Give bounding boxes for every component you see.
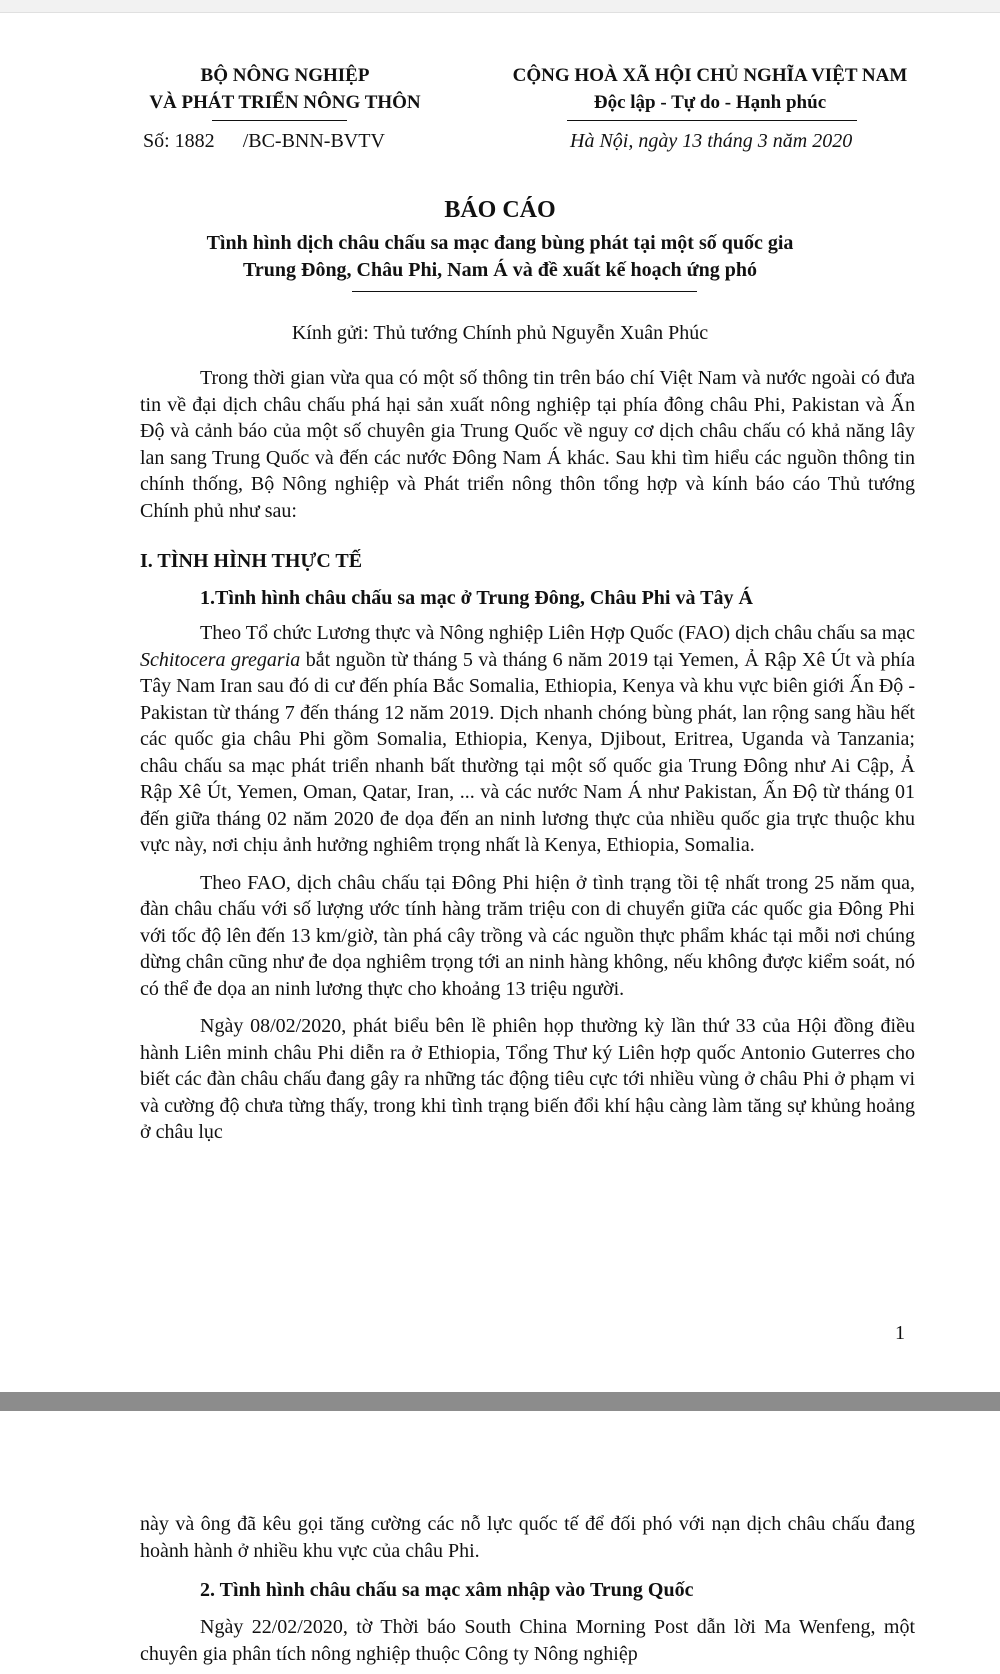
page-separator [0, 1392, 1000, 1411]
intro-paragraph-block [140, 365, 915, 524]
section-1-heading: I. TÌNH HÌNH THỰC TẾ [140, 550, 363, 572]
report-subtitle [100, 230, 900, 284]
section-1-body [140, 620, 915, 1146]
page-number: 1 [895, 1322, 905, 1344]
agency-underline [212, 120, 347, 121]
subsection-2-heading: 2. Tình hình châu chấu sa mạc xâm nhập vào Trung Quốc [200, 1579, 694, 1601]
continuation-paragraph: này và ông đã kêu gọi tăng cường các nỗ lực quốc tế để đối phó với nạn dịch châu chấu đang hoành hành ở nhiều khu vực của châu Phi. [140, 1513, 915, 1562]
report-title: BÁO CÁO [444, 197, 556, 223]
species-name: Schitocera gregaria [140, 648, 301, 671]
document-number-suffix: /BC-BNN-BVTV [242, 130, 385, 152]
section-1-paragraph-1 [140, 620, 915, 859]
intro-paragraph: Trong thời gian vừa qua có một số thông tin trên báo chí Việt Nam và nước ngoài có đưa tin về đại dịch châu chấu phá hại sản xuất nông nghiệp tại phía đông châu Phi, Pakistan và Ấn Độ và cảnh báo của một số chuyên gia Trung Quốc về nguy cơ dịch châu chấu có khả năng lây lan sang Trung Quốc và đến các nước Đông Nam Á khác. Sau khi tìm hiểu các nguồn thông tin chính thống, Bộ Nông nghiệp và Phát triển nông thôn tổng hợp và kính báo cáo Thủ tướng Chính phủ như sau: [140, 367, 915, 522]
paragraph-1-lead: Theo Tổ chức Lương thực và Nông nghiệp Liên Hợp Quốc (FAO) dịch châu chấu sa mạc [200, 622, 915, 644]
section-1-paragraph-2: Theo FAO, dịch châu chấu tại Đông Phi hiện ở tình trạng tồi tệ nhất trong 25 năm qua, đàn châu chấu với số lượng ước tính hàng trăm triệu con di chuyển giữa các quốc gia Đông Phi với tốc độ lên đến 13 km/giờ, tàn phá cây trồng và các nguồn thực phẩm khác tại mỗi nơi chúng dừng chân cũng như đe dọa nghiêm trọng tới an ninh hàng không, nếu không được kiểm soát, nó có thể đe dọa an ninh lương thực cho khoảng 13 triệu người. [140, 871, 915, 1000]
title-underline [352, 291, 697, 292]
recipient-line: Kính gửi: Thủ tướng Chính phủ Nguyễn Xuân Phúc [291, 322, 709, 344]
national-header [470, 62, 950, 116]
nation-motto: Độc lập - Tự do - Hạnh phúc [593, 92, 827, 113]
section-1-paragraph-3: Ngày 08/02/2020, phát biểu bên lề phiên họp thường kỳ lần thứ 33 của Hội đồng điều hành Liên minh châu Phi diễn ra ở Ethiopia, Tổng Thư ký Liên hợp quốc Antonio Guterres cho biết các đàn châu chấu đang gây ra những tác động tiêu cực tới nhiều vùng ở châu Phi ở phạm vi và cường độ chưa từng thấy, trong khi tình trạng biến đổi khí hậu càng làm tăng sự khủng hoảng ở châu lục [140, 1015, 915, 1143]
subsection-1-heading: 1.Tình hình châu chấu sa mạc ở Trung Đông, Châu Phi và Tây Á [200, 587, 753, 609]
document-page-2 [0, 1411, 1000, 1674]
agency-header [120, 62, 450, 116]
page-2-continuation-block [140, 1511, 915, 1564]
subsection-2-body [140, 1614, 915, 1667]
document-page-1 [0, 12, 1000, 1392]
agency-line-2: VÀ PHÁT TRIỂN NÔNG THÔN [149, 92, 421, 113]
document-date: Hà Nội, ngày 13 tháng 3 năm 2020 [570, 130, 853, 152]
nation-line-1: CỘNG HOÀ XÃ HỘI CHỦ NGHĨA VIỆT NAM [512, 65, 908, 86]
paragraph-1-rest: bắt nguồn từ tháng 5 và tháng 6 năm 2019 tại Yemen, Ả Rập Xê Út và phía Tây Nam Iran sau đó di cư đến phía Bắc Somalia, Ethiopia, Kenya và khu vực biên giới Ấn Độ - Pakistan từ tháng 7 đến tháng 12 năm 2019. Dịch nhanh chóng bùng phát, lan rộng sang hầu hết các quốc gia châu Phi gồm Somalia, Ethiopia, Kenya, Djibout, Eritrea, Uganda và Tanzania; châu chấu sa mạc phát triển nhanh bất thường tại một số quốc gia Trung Đông như Ai Cập, Ả Rập Xê Út, Yemen, Oman, Qatar, Iran, ... và các nước Nam Á như Pakistan, Ấn Độ từ tháng 01 đến giữa tháng 02 năm 2020 đe dọa đến an ninh lương thực của nhiều quốc gia trực thuộc khu vực này, nơi chịu ảnh hưởng nghiêm trọng nhất là Kenya, Ethiopia, Somalia. [140, 648, 915, 856]
document-number [143, 130, 385, 153]
subtitle-line-1: Tình hình dịch châu chấu sa mạc đang bùng phát tại một số quốc gia [206, 232, 794, 254]
agency-line-1: BỘ NÔNG NGHIỆP [200, 65, 370, 86]
document-number-prefix: Số: 1882 [143, 130, 215, 152]
subtitle-line-2: Trung Đông, Châu Phi, Nam Á và đề xuất kế hoạch ứng phó [243, 259, 757, 281]
motto-underline [567, 120, 857, 121]
subsection-2-paragraph-1: Ngày 22/02/2020, tờ Thời báo South China Morning Post dẫn lời Ma Wenfeng, một chuyên gia phân tích nông nghiệp thuộc Công ty Nông nghiệp [140, 1616, 915, 1665]
